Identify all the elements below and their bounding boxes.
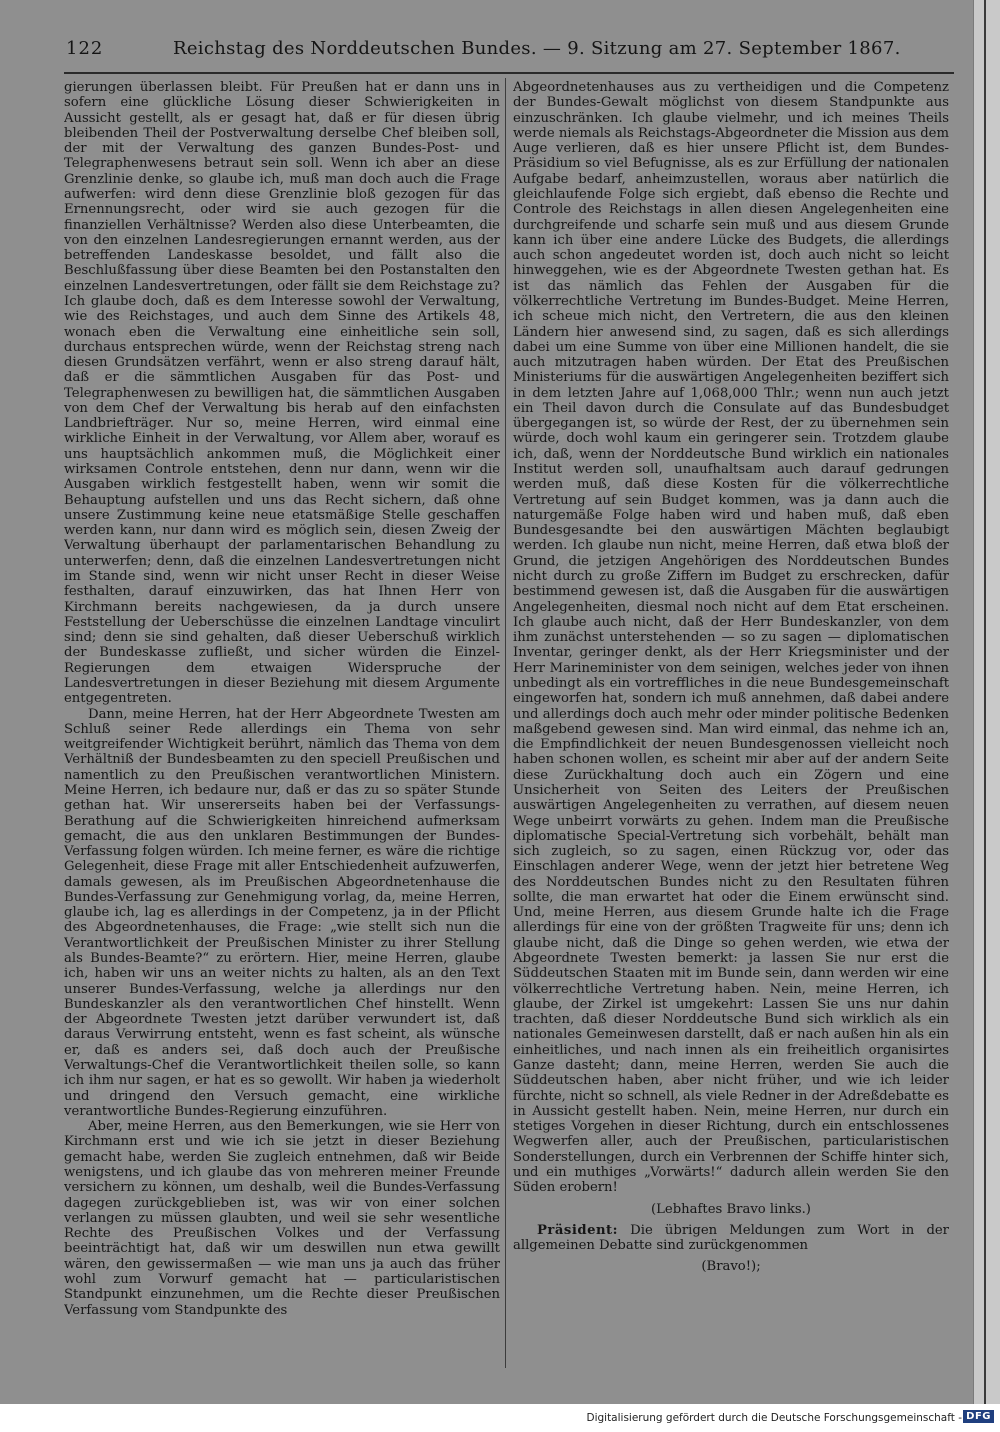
reaction-applause: (Lebhaftes Bravo links.) [651,1201,811,1217]
header-rule [64,72,954,74]
left-column [64,80,500,1370]
running-title: Reichstag des Norddeutschen Bundes. — 9. Sitzung am 27. September 1867. [173,38,901,59]
dfg-logo: DFG [963,1410,994,1423]
column-divider [505,78,506,1368]
president-statement [513,1223,949,1254]
page-header [66,38,946,66]
footer [0,1404,1000,1432]
left-paragraph: Aber, meine Herren, aus den Bemerkungen, wie sie Herr von Kirchmann erst und wie ich sie jetzt in dieser Beziehung gemacht habe, werden Sie zugleich entnehmen, daß wir Beide wenigstens, und ich glaube das von mehreren meiner Freunde versichern zu können, um deshalb, weil die Bundes-Verfassung dagegen zurückgeblieben ist, was wir von einer solchen verlangen zu müssen glaubten, und weil sie sehr wesentliche Rechte des Preußischen Volkes und der Verfassung beeinträchtigt hat, daß wir um deswillen nun etwa gewillt wären, den gewissermaßen — wie man uns ja auch das früher wohl zum Vorwurf gemacht hat — particularistischen Standpunkt einzunehmen, um die Rechte dieser Preußischen Verfassung vom Standpunkte des [64,1119,500,1318]
right-paragraph: Abgeordnetenhauses aus zu vertheidigen und die Competenz der Bundes-Gewalt möglichst von diesem Standpunkte aus einzuschränken. Ich glaube vielmehr, und ich meines Theils werde niemals als Reichstags-Abgeordneter die Mission aus dem Auge verlieren, daß es hier unsere Pflicht ist, dem Bundes-Präsidium so viel Befugnisse, als es zur Erfüllung der nationalen Aufgabe bedarf, anheimzustellen, woraus aber natürlich die gleichlaufende Folge sich ergiebt, daß ebenso die Rechte und Controle des Reichstags in allen diesen Angelegenheiten eine durchgreifende und scharfe sein muß und aus diesem Grunde kann ich über eine andere Lücke des Budgets, die allerdings auch schon angedeutet worden ist, doch auch nicht so leicht hinweggehen, wie es der Abgeordnete Twesten gethan hat. Es ist das nämlich das Fehlen der Ausgaben für die völkerrechtliche Vertretung im Bundes-Budget. Meine Herren, ich scheue mich nicht, den Vertretern, die aus den kleinen Ländern hier anwesend sind, zu sagen, daß es sich allerdings dabei um eine Summe von über eine Millionen handelt, die sie auch mitzutragen haben würden. Der Etat des Preußischen Ministeriums für die auswärtigen Angelegenheiten beziffert sich in dem letzten Jahre auf 1,068,000 Thlr.; wenn nun auch jetzt ein Theil davon durch die Consulate auf das Bundesbudget übergegangen ist, so würde der Rest, der zu übernehmen sein würde, doch wohl kaum ein geringerer sein. Trotzdem glaube ich, daß, wenn der Norddeutsche Bund wirklich ein nationales Institut werden soll, unaufhaltsam auch darauf gedrungen werden muß, daß diese Kosten für die völkerrechtliche Vertretung auf sein Budget kommen, was ja dann auch die naturgemäße Folge haben wird und haben muß, daß eben Bundesgesandte bei den auswärtigen Mächten beglaubigt werden. Ich glaube nun nicht, meine Herren, daß etwa bloß der Grund, die jetzigen Angehörigen des Norddeutschen Bundes nicht durch zu große Ziffern im Budget zu erschrecken, dafür bestimmend gewesen ist, daß die Ausgaben für die auswärtigen Angelegenheiten, diesmal noch nicht auf dem Etat erscheinen. Ich glaube auch nicht, daß der Herr Bundeskanzler, von dem ihm zunächst unterstehenden — so zu sagen — diplomatischen Inventar, geringer denkt, als der Herr Kriegsminister und der Herr Marineminister von dem seinigen, welches jeder von ihnen unbedingt als ein vortreffliches in die neue Bundesgemeinschaft eingeworfen hat, sondern ich muß annehmen, daß dabei andere und allerdings doch auch mehr oder minder politische Bedenken maßgebend gewesen sind. Man wird einmal, das nehme ich an, die Empfindlichkeit der neuen Bundesgenossen vielleicht noch haben schonen wollen, es scheint mir aber auf der andern Seite diese Zurückhaltung doch auch ein Zögern und eine Unsicherheit von Seiten des Leiters der Preußischen auswärtigen Angelegenheiten zu verrathen, auf diesem neuen Wege unbeirrt vorwärts zu gehen. Indem man die Preußische diplomatische Special-Vertretung sich vorbehält, behält man sich zugleich, so zu sagen, einen Rückzug vor, oder das Einschlagen anderer Wege, wenn der jetzt hier betretene Weg des Norddeutschen Bundes nicht zu den Resultaten führen sollte, die man erwartet hat oder die Einem erwünscht sind. Und, meine Herren, aus diesem Grunde halte ich die Frage allerdings für eine von der größten Tragweite für uns; denn ich glaube nicht, daß die Dinge so gehen werden, wie etwa der Abgeordnete Twesten bemerkt: ja lassen Sie nur erst die Süddeutschen Staaten mit im Bunde sein, dann werden wir eine völkerrechtliche Vertretung haben. Nein, meine Herren, ich glaube, der Zirkel ist umgekehrt: Lassen Sie uns nur dahin trachten, daß dieser Norddeutsche Bund sich wirklich als ein nationales Gemeinwesen darstellt, daß er nach außen hin als ein einheitliches, und nach innen als ein freiheitlich organisirtes Ganze dasteht; dann, meine Herren, werden Sie auch die Süddeutschen haben, aber nicht früher, und wie ich leider fürchte, nicht so schnell, als viele Redner in der Adreßdebatte es in Aussicht gestellt haben. Nein, meine Herren, nur durch ein stetiges Vorgehen in dieser Richtung, durch ein entschlossenes Wegwerfen aller, auch der Preußischen, particularistischen Sonderstellungen, durch ein Verbrennen der Schiffe hinter sich, und ein muthiges „Vorwärts!“ dadurch allein werden Sie den Süden erobern! [513,80,949,1196]
scan-edge [973,0,1000,1404]
speaker-label: Präsident: [537,1222,619,1238]
left-paragraph: Dann, meine Herren, hat der Herr Abgeordnete Twesten am Schluß seiner Rede allerdings ein Thema von sehr weitgreifender Wichtigkeit berührt, nämlich das Thema von dem Verhältniß der Bundesbeamten zu den speciell Preußischen und namentlich zu den Preußischen verantwortlichen Ministern. Meine Herren, ich bedaure nur, daß er das zu so später Stunde gethan hat. Wir unsererseits haben bei der Verfassungs-Berathung auf die Schwierigkeiten hinreichend aufmerksam gemacht, die aus den unklaren Bestimmungen der Bundes-Verfassung folgen würden. Ich meine ferner, es wäre die richtige Gelegenheit, diese Frage mit aller Entschiedenheit aufzuwerfen, damals gewesen, als im Preußischen Abgeordnetenhause die Bundes-Verfassung zur Genehmigung vorlag, da, meine Herren, glaube ich, lag es allerdings in der Competenz, ja in der Pflicht des Abgeordnetenhauses, die Frage: „wie stellt sich nun die Verantwortlichkeit der Preußischen Minister zu ihrer Stellung als Bundes-Beamte?“ zu erörtern. Hier, meine Herren, glaube ich, haben wir uns an weiter nichts zu halten, als an den Text unserer Bundes-Verfassung, welche ja allerdings nur den Bundeskanzler als den verantwortlichen Chef hinstellt. Wenn der Abgeordnete Twesten jetzt darüber verwundert ist, daß daraus Verwirrung entsteht, wenn es fast scheint, als wünsche er, daß es anders sei, daß doch auch der Preußische Verwaltungs-Chef die Verantwortlichkeit theilen solle, so kann ich ihm nur sagen, er hat es so gewollt. Wir haben ja wiederholt und dringend den Versuch gemacht, eine wirkliche verantwortliche Bundes-Regierung einzuführen. [64,706,500,1119]
page-number: 122 [66,38,104,59]
president-text: Die übrigen Meldungen zum Wort in der allgemeinen Debatte sind zurückgenommen [513,1222,949,1254]
funding-note: Digitalisierung gefördert durch die Deutsche Forschungsgemeinschaft - [586,1412,962,1424]
left-paragraph: gierungen überlassen bleibt. Für Preußen hat er dann uns in sofern eine glückliche Lösung dieser Schwierigkeiten in Aussicht gestellt, als er gesagt hat, daß er für diesen übrig bleibenden Theil der Postverwaltung derselbe Chef bleiben soll, der mit der Verwaltung des ganzen Bundes-Post- und Telegraphenwesens betraut sein soll. Wenn ich aber an diese Grenzlinie denke, so glaube ich, muß man doch auch die Frage aufwerfen: wird denn diese Grenzlinie bloß gezogen für das Ernennungsrecht, oder wird sie auch gezogen für die finanziellen Verhältnisse? Werden also diese Unterbeamten, die von den einzelnen Landesregierungen ernannt werden, aus der betreffenden Landeskasse besoldet, und fällt also die Beschlußfassung über diese Beamten bei den Postanstalten den einzelnen Landesvertretungen, oder fällt sie dem Reichstage zu? Ich glaube doch, daß es dem Interesse sowohl der Verwaltung, wie des Reichstages, und auch dem Sinne des Artikels 48, wonach eben die Verwaltung eine einheitliche sein soll, durchaus entsprechen würde, wenn der Reichstag streng nach diesen Grundsätzen verfährt, wenn er also streng darauf hält, daß er die sämmtlichen Ausgaben für das Post- und Telegraphenwesen zu bewilligen hat, die sämmtlichen Ausgaben von dem Chef der Verwaltung bis herab auf den einfachsten Landbriefträger. Nur so, meine Herren, wird einmal eine wirkliche Einheit in der Verwaltung, vor Allem aber, worauf es uns hauptsächlich ankommen muß, die Möglichkeit einer wirksamen Controle entstehen, denn nur dann, wenn wir die Ausgaben wirklich festgestellt haben, wenn wir somit die Behauptung aufstellen und uns das Recht sichern, daß ohne unsere Zustimmung keine neue etatsmäßige Stelle geschaffen werden kann, nur dann wird es möglich sein, diesen Zweig der Verwaltung überhaupt der parlamentarischen Behandlung zu unterwerfen; denn, daß die einzelnen Landesvertretungen nicht im Stande sind, wenn wir nicht unser Recht in dieser Weise festhalten, darauf einzuwirken, das hat Ihnen Herr von Kirchmann bereits nachgewiesen, da ja durch unsere Feststellung der Ueberschüsse die einzelnen Landtage vinculirt sind; denn sie sind gehalten, daß dieser Ueberschuß wirklich der Bundeskasse zufließt, und sicher würden die Einzel-Regierungen dem etwaigen Widerspruche der Landesvertretungen in dieser Beziehung mit diesem Argumente entgegentreten. [64,80,500,707]
reaction-bravo: (Bravo!); [701,1259,761,1275]
right-column [513,80,949,1370]
